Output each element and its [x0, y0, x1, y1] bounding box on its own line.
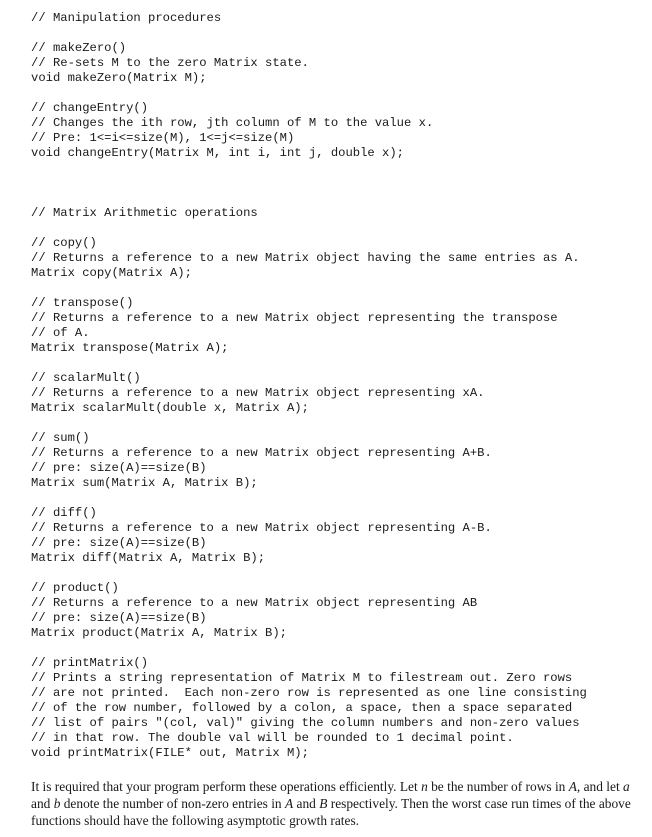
- math-var-A: A: [284, 796, 294, 811]
- code-comment-line: // Manipulation procedures: [31, 11, 222, 25]
- math-var-a: a: [623, 779, 630, 794]
- code-declaration-line: void makeZero(Matrix M);: [31, 71, 207, 85]
- code-declaration-line: void changeEntry(Matrix M, int i, int j, double x);: [31, 146, 404, 160]
- code-declaration-line: Matrix copy(Matrix A);: [31, 266, 192, 280]
- code-comment-line: // in that row. The double val will be rounded to 1 decimal point.: [31, 731, 514, 745]
- code-comment-line: // scalarMult(): [31, 371, 141, 385]
- code-listing: [31, 11, 646, 761]
- math-var-n: n: [421, 779, 428, 794]
- code-declaration-line: Matrix sum(Matrix A, Matrix B);: [31, 476, 258, 490]
- text-run: respectively. Then the worst case run times of the above functions should have the following asymptotic growth rates.: [31, 796, 631, 828]
- code-comment-line: // Returns a reference to a new Matrix object representing A+B.: [31, 446, 492, 460]
- text-run: denote the number of non-zero entries in: [60, 796, 285, 811]
- code-comment-line: // Returns a reference to a new Matrix object representing xA.: [31, 386, 485, 400]
- math-var-B: B: [319, 796, 328, 811]
- math-var-b: b: [53, 796, 61, 811]
- code-comment-line: // pre: size(A)==size(B): [31, 536, 207, 550]
- blank-line: [31, 356, 646, 371]
- code-comment-line: // diff(): [31, 506, 97, 520]
- code-comment-line: // Prints a string representation of Matrix M to filestream out. Zero rows: [31, 671, 573, 685]
- code-comment-line: // are not printed. Each non-zero row is represented as one line consisting: [31, 686, 587, 700]
- code-declaration-line: Matrix diff(Matrix A, Matrix B);: [31, 551, 266, 565]
- code-comment-line: // Re-sets M to the zero Matrix state.: [31, 56, 309, 70]
- code-comment-line: // list of pairs "(col, val)" giving the column numbers and non-zero values: [31, 716, 580, 730]
- code-comment-line: // Returns a reference to a new Matrix object having the same entries as A.: [31, 251, 580, 265]
- code-comment-line: // transpose(): [31, 296, 134, 310]
- code-comment-line: // pre: size(A)==size(B): [31, 461, 207, 475]
- text-run: and: [31, 796, 54, 811]
- code-declaration-line: void printMatrix(FILE* out, Matrix M);: [31, 746, 309, 760]
- text-run: be the number of rows in: [427, 779, 569, 794]
- code-comment-line: // of the row number, followed by a colon, a space, then a space separated: [31, 701, 573, 715]
- code-comment-line: // Changes the ith row, jth column of M to the value x.: [31, 116, 434, 130]
- code-declaration-line: Matrix transpose(Matrix A);: [31, 341, 229, 355]
- code-comment-line: // of A.: [31, 326, 90, 340]
- code-comment-line: // printMatrix(): [31, 656, 149, 670]
- code-comment-line: // Pre: 1<=i<=size(M), 1<=j<=size(M): [31, 131, 295, 145]
- code-comment-line: // Returns a reference to a new Matrix object representing the transpose: [31, 311, 558, 325]
- text-run: , and let: [576, 779, 624, 794]
- code-comment-line: // Matrix Arithmetic operations: [31, 206, 258, 220]
- blank-line: [31, 86, 646, 101]
- blank-line: [31, 281, 646, 296]
- paragraph-text: [31, 778, 647, 829]
- blank-line: [31, 416, 646, 431]
- code-comment-line: // changeEntry(): [31, 101, 149, 115]
- blank-line: [31, 176, 646, 191]
- code-declaration-line: Matrix scalarMult(double x, Matrix A);: [31, 401, 309, 415]
- blank-line: [31, 191, 646, 206]
- blank-line: [31, 221, 646, 236]
- code-comment-line: // Returns a reference to a new Matrix object representing AB: [31, 596, 478, 610]
- blank-line: [31, 26, 646, 41]
- text-run: and: [293, 796, 320, 811]
- requirements-paragraph: [31, 778, 647, 829]
- blank-line: [31, 566, 646, 581]
- blank-line: [31, 161, 646, 176]
- text-run: It is required that your program perform these operations efficiently. Let: [31, 779, 422, 794]
- blank-line: [31, 641, 646, 656]
- code-comment-line: // pre: size(A)==size(B): [31, 611, 207, 625]
- code-comment-line: // makeZero(): [31, 41, 127, 55]
- code-comment-line: // sum(): [31, 431, 90, 445]
- math-var-A: A: [568, 779, 577, 794]
- code-declaration-line: Matrix product(Matrix A, Matrix B);: [31, 626, 287, 640]
- code-comment-line: // product(): [31, 581, 119, 595]
- code-comment-line: // Returns a reference to a new Matrix object representing A-B.: [31, 521, 492, 535]
- blank-line: [31, 491, 646, 506]
- code-comment-line: // copy(): [31, 236, 97, 250]
